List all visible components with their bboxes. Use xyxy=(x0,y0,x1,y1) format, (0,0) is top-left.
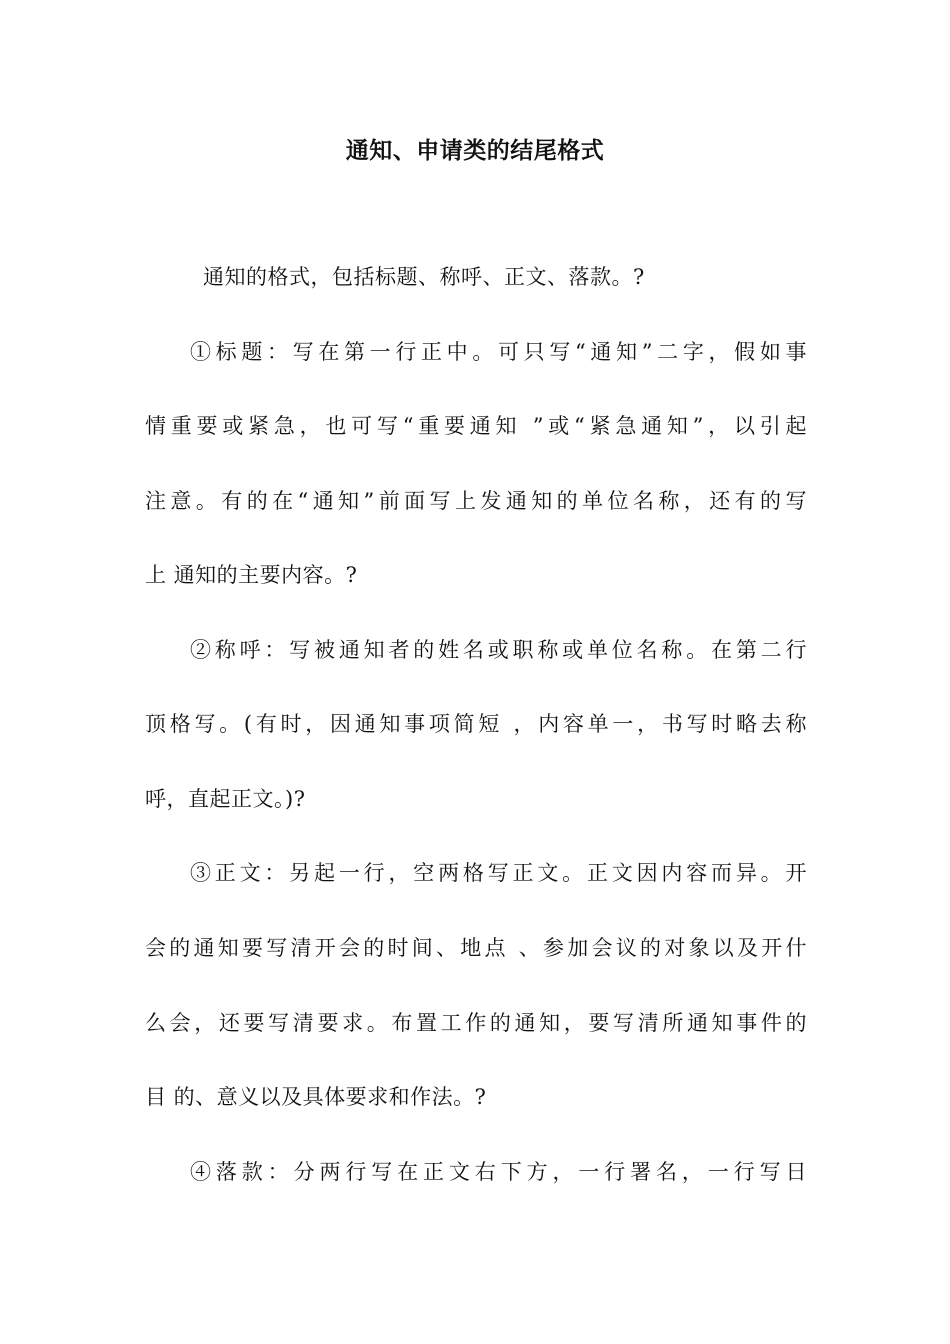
paragraph-title-line-4: 上 通知的主要内容。? xyxy=(145,563,358,587)
paragraph-intro: 通知的格式，包括标题、称呼、正文、落款。? xyxy=(203,265,645,289)
document-title: 通知、申请类的结尾格式 xyxy=(345,138,605,164)
paragraph-title-line-2: 情重要或紧急，也可写“重要通知 ”或“紧急通知”，以引起 xyxy=(145,414,807,438)
paragraph-salutation-line-3: 呼，直起正文。)? xyxy=(145,787,306,811)
paragraph-signature-line-1: ④落款：分两行写在正文右下方，一行署名，一行写日 xyxy=(190,1160,807,1184)
paragraph-body-line-4: 目 的、意义以及具体要求和作法。? xyxy=(145,1085,487,1109)
paragraph-title-line-3: 注意。有的在“通知”前面写上发通知的单位名称，还有的写 xyxy=(145,489,807,513)
paragraph-body-line-3: 么会，还要写清要求。布置工作的通知，要写清所通知事件的 xyxy=(145,1011,807,1035)
paragraph-body-line-2: 会的通知要写清开会的时间、地点 、参加会议的对象以及开什 xyxy=(145,936,807,960)
paragraph-salutation-line-1: ②称呼：写被通知者的姓名或职称或单位名称。在第二行 xyxy=(190,638,807,662)
paragraph-title-line-1: ①标题：写在第一行正中。可只写“通知”二字，假如事 xyxy=(190,340,807,364)
paragraph-body-line-1: ③正文：另起一行，空两格写正文。正文因内容而异。开 xyxy=(190,861,807,885)
paragraph-salutation-line-2: 顶格写。(有时，因通知事项简短 ，内容单一，书写时略去称 xyxy=(145,712,807,736)
